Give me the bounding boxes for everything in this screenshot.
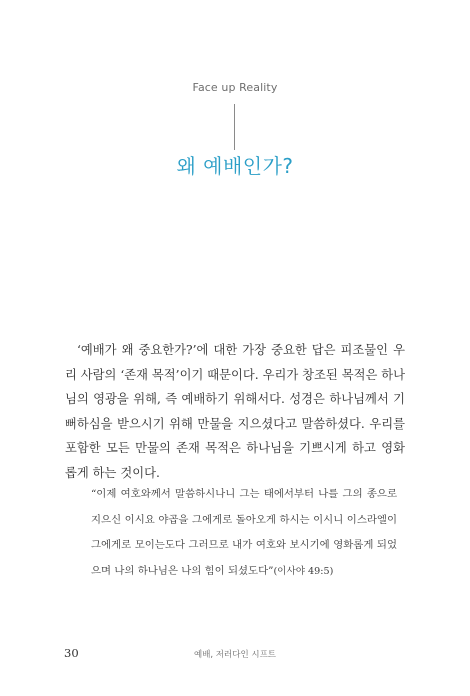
- quote-text: “이제 여호와께서 말씀하시나니 그는 태에서부터 나를 그의 종으로 지으신 이시요 야곱을 그에게로 돌아오게 하시는 이시니 이스라엘이 그에게로 모이는도다 그러므로 내가 여호와 보시기에 영화롭게 되었으며 나의 하나님은 나의 힘이 되셨도다”: [91, 488, 397, 577]
- section-tag: Face up Reality: [192, 81, 278, 94]
- body-paragraph: ‘예배가 왜 중요한가?’에 대한 가장 중요한 답은 피조물인 우리 사람의 ‘존재 목적’이기 때문이다. 우리가 창조된 목적은 하나님의 영광을 위해, 즉 예배하기 위해서다. 성경은 하나님께서 기뻐하심을 받으시기 위해 만물을 지으셨다고 말씀하셨다. 우리를 포함한 모든 만물의 존재 목적은 하나님을 기쁘시게 하고 영화롭게 하는 것이다.: [65, 343, 405, 480]
- scripture-quote: [91, 482, 397, 584]
- vertical-divider: [234, 104, 235, 150]
- running-footer-title: 예배, 저러다인 시프트: [193, 650, 276, 660]
- page-number: 30: [64, 646, 79, 660]
- chapter-title: 왜 예배인가?: [176, 154, 294, 178]
- quote-reference: (이사야 49:5): [273, 565, 334, 577]
